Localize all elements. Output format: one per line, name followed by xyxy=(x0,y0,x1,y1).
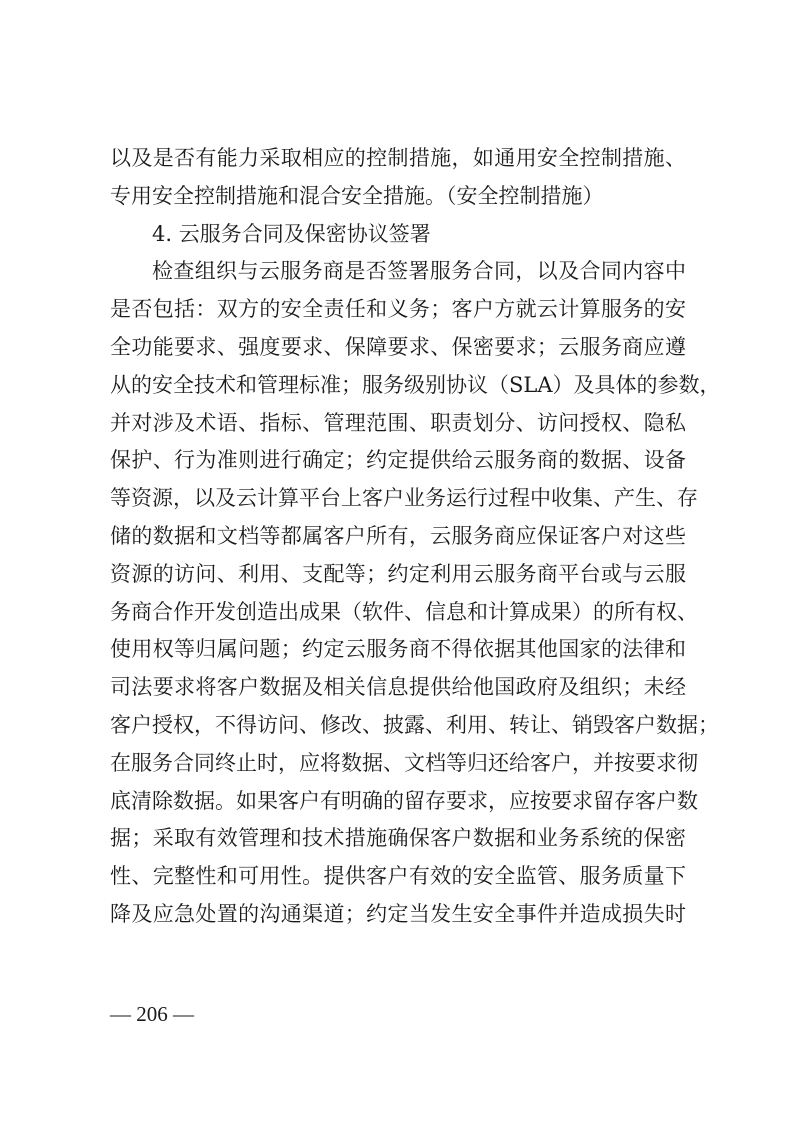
text-line: 全功能要求、强度要求、保障要求、保密要求；云服务商应遵 xyxy=(110,334,686,359)
text-line: 据；采取有效管理和技术措施确保客户数据和业务系统的保密 xyxy=(110,826,686,851)
text-line: 从的安全技术和管理标准；服务级别协议（SLA）及具体的参数， xyxy=(110,372,721,397)
section-heading: 4. 云服务合同及保密协议签署 xyxy=(152,221,431,246)
text-line: 并对涉及术语、指标、管理范围、职责划分、访问授权、隐私 xyxy=(110,410,686,435)
text-line: 使用权等归属问题；约定云服务商不得依据其他国家的法律和 xyxy=(110,637,686,662)
page-body xyxy=(110,140,721,934)
page-number: — 206 — xyxy=(110,1002,194,1026)
text-line: 是否包括：双方的安全责任和义务；客户方就云计算服务的安 xyxy=(110,297,686,322)
text-line: 务商合作开发创造出成果（软件、信息和计算成果）的所有权、 xyxy=(110,599,698,624)
text-line: 储的数据和文档等都属客户所有，云服务商应保证客户对这些 xyxy=(110,523,686,548)
text-line: 在服务合同终止时，应将数据、文档等归还给客户，并按要求彻 xyxy=(110,750,698,775)
text-line: 保护、行为准则进行确定；约定提供给云服务商的数据、设备 xyxy=(110,448,686,473)
text-line: 客户授权，不得访问、修改、披露、利用、转让、销毁客户数据； xyxy=(110,712,719,737)
text-line: 底清除数据。如果客户有明确的留存要求，应按要求留存客户数 xyxy=(110,788,698,813)
text-line: 以及是否有能力采取相应的控制措施，如通用安全控制措施、 xyxy=(110,146,686,170)
text-line: 等资源，以及云计算平台上客户业务运行过程中收集、产生、存 xyxy=(110,486,698,511)
text-line: 检查组织与云服务商是否签署服务合同，以及合同内容中 xyxy=(152,259,686,284)
text-line: 司法要求将客户数据及相关信息提供给他国政府及组织；未经 xyxy=(110,675,686,700)
text-line: 专用安全控制措施和混合安全措施。（安全控制措施） xyxy=(110,183,604,208)
text-line: 性、完整性和可用性。提供客户有效的安全监管、服务质量下 xyxy=(110,864,686,889)
text-line: 资源的访问、利用、支配等；约定利用云服务商平台或与云服 xyxy=(110,561,686,586)
text-line: 降及应急处置的沟通渠道；约定当发生安全事件并造成损失时 xyxy=(110,901,686,926)
